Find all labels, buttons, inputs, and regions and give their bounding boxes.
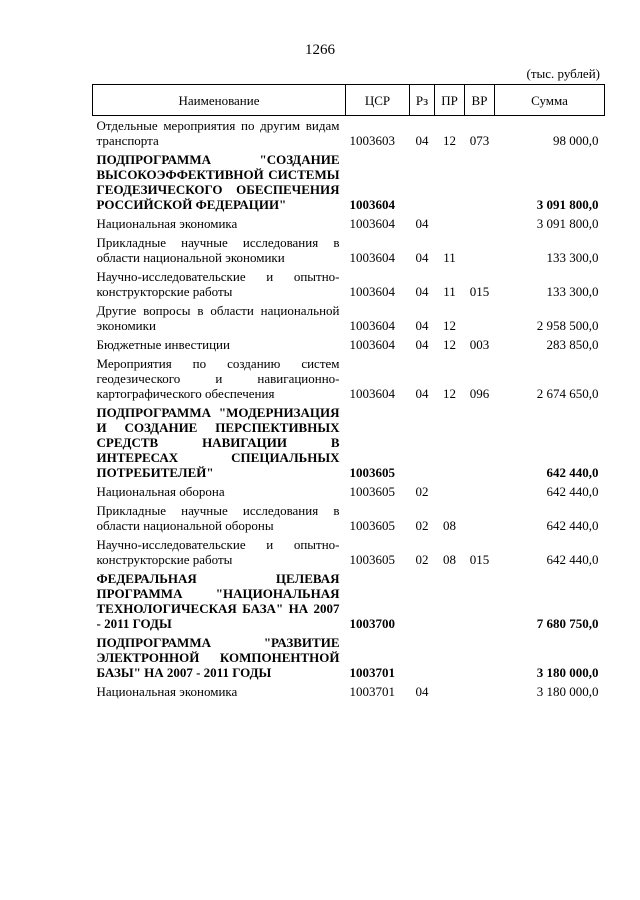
table-row [93, 501, 605, 535]
cell-vr [465, 301, 495, 335]
table-row [93, 682, 605, 701]
cell-pr: 11 [443, 284, 456, 299]
cell-sum: 133 300,0 [546, 284, 599, 299]
cell-vr: 015 [469, 552, 490, 567]
cell-vr [465, 482, 495, 501]
cell-vr [465, 682, 495, 701]
cell-rz: 04 [415, 250, 429, 265]
cell-name: ПОДПРОГРАММА "СОЗДАНИЕ ВЫСОКОЭФФЕКТИВНОЙ СИСТЕМЫ ГЕОДЕЗИЧЕСКОГО ОБЕСПЕЧЕНИЯ РОССИЙСКОЙ ФЕДЕРАЦИИ" [96, 152, 340, 212]
cell-pr: 08 [443, 552, 456, 567]
table-row [93, 233, 605, 267]
header-name: Наименование [93, 85, 346, 116]
cell-csr: 1003603 [349, 133, 395, 148]
cell-rz [410, 569, 435, 633]
cell-pr: 11 [443, 250, 456, 265]
cell-sum: 642 440,0 [546, 484, 599, 499]
cell-vr [465, 233, 495, 267]
header-pr: ПР [435, 85, 465, 116]
cell-rz: 04 [415, 133, 429, 148]
cell-csr: 1003604 [349, 386, 395, 401]
budget-table [92, 84, 605, 701]
cell-csr: 1003605 [349, 465, 395, 480]
cell-name: Прикладные научные исследования в области национальной экономики [96, 235, 340, 265]
cell-name: Национальная экономика [96, 684, 238, 699]
cell-vr [465, 569, 495, 633]
cell-rz: 04 [415, 386, 429, 401]
cell-csr: 1003604 [349, 318, 395, 333]
cell-rz: 04 [415, 284, 429, 299]
cell-rz: 02 [415, 552, 429, 567]
cell-name: Прикладные научные исследования в области национальной обороны [96, 503, 340, 533]
cell-name: ПОДПРОГРАММА "МОДЕРНИЗАЦИЯ И СОЗДАНИЕ ПЕРСПЕКТИВНЫХ СРЕДСТВ НАВИГАЦИИ В ИНТЕРЕСАХ СПЕЦИАЛЬНЫХ ПОТРЕБИТЕЛЕЙ" [96, 405, 340, 480]
cell-sum: 3 091 800,0 [536, 197, 599, 212]
cell-sum: 98 000,0 [553, 133, 599, 148]
cell-rz: 04 [415, 684, 429, 699]
cell-rz: 04 [415, 216, 429, 231]
header-sum: Сумма [495, 85, 605, 116]
cell-name: Научно-исследовательские и опытно-конструкторские работы [96, 537, 340, 567]
cell-csr: 1003604 [349, 197, 395, 212]
cell-pr [435, 403, 465, 482]
cell-rz [410, 633, 435, 682]
table-row [93, 214, 605, 233]
cell-name: ФЕДЕРАЛЬНАЯ ЦЕЛЕВАЯ ПРОГРАММА "НАЦИОНАЛЬНАЯ ТЕХНОЛОГИЧЕСКАЯ БАЗА" НА 2007 - 2011 ГОДЫ [96, 571, 340, 631]
cell-pr [435, 482, 465, 501]
cell-pr [435, 214, 465, 233]
cell-name: ПОДПРОГРАММА "РАЗВИТИЕ ЭЛЕКТРОННОЙ КОМПОНЕНТНОЙ БАЗЫ" НА 2007 - 2011 ГОДЫ [96, 635, 340, 680]
table-row [93, 535, 605, 569]
cell-pr: 08 [443, 518, 456, 533]
cell-csr: 1003604 [349, 337, 395, 352]
cell-rz [410, 150, 435, 214]
cell-sum: 3 180 000,0 [536, 684, 599, 699]
table-row [93, 116, 605, 151]
cell-name: Национальная экономика [96, 216, 238, 231]
cell-csr: 1003605 [349, 552, 395, 567]
table-row [93, 267, 605, 301]
cell-sum: 642 440,0 [546, 465, 599, 480]
cell-pr [435, 633, 465, 682]
cell-vr [465, 150, 495, 214]
cell-csr: 1003701 [349, 684, 395, 699]
header-vr: ВР [465, 85, 495, 116]
cell-csr: 1003605 [349, 518, 395, 533]
table-row [93, 482, 605, 501]
cell-pr: 12 [443, 318, 456, 333]
table-row [93, 569, 605, 633]
cell-rz: 02 [415, 484, 429, 499]
table-row [93, 633, 605, 682]
table-row [93, 403, 605, 482]
cell-sum: 3 180 000,0 [536, 665, 599, 680]
cell-name: Мероприятия по созданию систем геодезического и навигационно-картографического обеспечения [96, 356, 340, 401]
cell-sum: 2 958 500,0 [536, 318, 599, 333]
cell-sum: 2 674 650,0 [536, 386, 599, 401]
cell-csr: 1003605 [349, 484, 395, 499]
table-header [93, 85, 605, 116]
cell-vr [465, 403, 495, 482]
cell-pr: 12 [443, 386, 456, 401]
cell-sum: 642 440,0 [546, 552, 599, 567]
cell-csr: 1003700 [349, 616, 395, 631]
cell-rz: 02 [415, 518, 429, 533]
cell-csr: 1003604 [349, 250, 395, 265]
cell-sum: 3 091 800,0 [536, 216, 599, 231]
table-row [93, 150, 605, 214]
cell-vr [465, 501, 495, 535]
cell-name: Национальная оборона [96, 484, 225, 499]
cell-sum: 7 680 750,0 [536, 616, 599, 631]
cell-pr [435, 569, 465, 633]
cell-vr: 003 [469, 337, 490, 352]
cell-csr: 1003604 [349, 216, 395, 231]
table-row [93, 301, 605, 335]
cell-vr: 096 [469, 386, 490, 401]
cell-rz [410, 403, 435, 482]
cell-pr: 12 [443, 337, 456, 352]
header-rz: Рз [410, 85, 435, 116]
cell-csr: 1003701 [349, 665, 395, 680]
cell-name: Научно-исследовательские и опытно-конструкторские работы [96, 269, 340, 299]
cell-sum: 642 440,0 [546, 518, 599, 533]
cell-sum: 283 850,0 [546, 337, 599, 352]
page-number: 1266 [305, 42, 335, 58]
cell-rz: 04 [415, 337, 429, 352]
table-body [93, 116, 605, 702]
cell-pr: 12 [443, 133, 456, 148]
cell-sum: 133 300,0 [546, 250, 599, 265]
cell-name: Отдельные мероприятия по другим видам транспорта [96, 118, 340, 148]
cell-csr: 1003604 [349, 284, 395, 299]
table-row [93, 335, 605, 354]
cell-name: Другие вопросы в области национальной экономики [96, 303, 340, 333]
cell-name: Бюджетные инвестиции [96, 337, 230, 352]
header-csr: ЦСР [346, 85, 410, 116]
cell-vr: 015 [469, 284, 490, 299]
cell-vr [465, 214, 495, 233]
cell-vr: 073 [469, 133, 490, 148]
units-label: (тыс. рублей) [526, 66, 600, 81]
table-row [93, 354, 605, 403]
cell-rz: 04 [415, 318, 429, 333]
cell-vr [465, 633, 495, 682]
cell-pr [435, 682, 465, 701]
cell-pr [435, 150, 465, 214]
